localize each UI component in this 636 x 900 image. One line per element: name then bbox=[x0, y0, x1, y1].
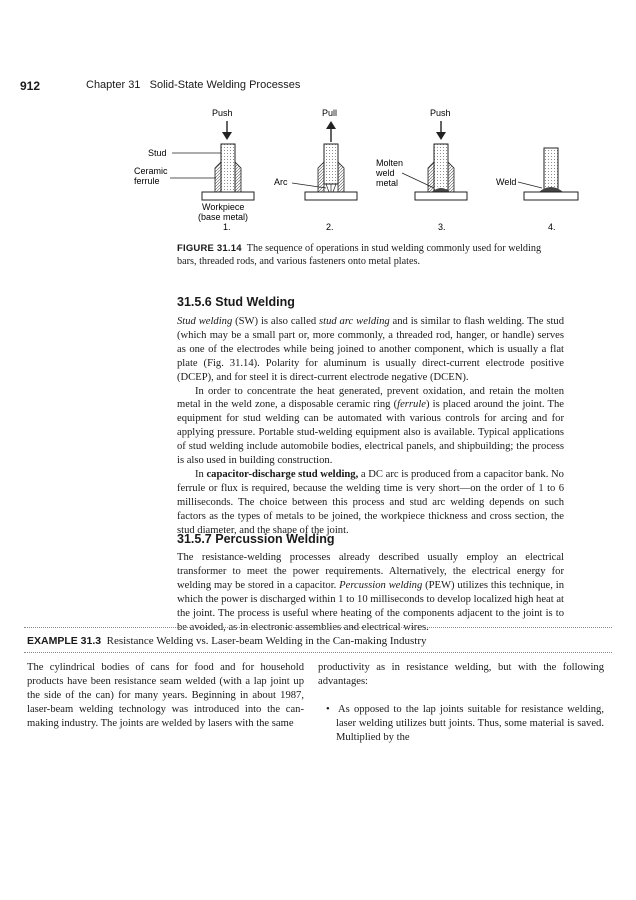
label-pull: Pull bbox=[322, 108, 338, 118]
label-weld: weld bbox=[376, 168, 395, 178]
term: capacitor-discharge stud welding, bbox=[206, 468, 359, 480]
chapter-title: Solid-State Welding Processes bbox=[149, 79, 301, 91]
step-2-label: 2. bbox=[326, 222, 334, 230]
bullet-item bbox=[318, 703, 604, 745]
text-run: and is similar to flash welding. The stud (which may be a small part or, more commonly, a threaded rod, hanger, or handle) serves as one of the electrodes while being joined to another component, which is usually a flat plate (Fig. 31.14). Polarity for aluminum is usually direct-current electrode positive (DCEP), and for steel it is direct-current electrode negative (DCEN). bbox=[177, 316, 565, 383]
label-push-3: Push bbox=[430, 108, 451, 118]
text-run: ) is placed around the joint. The equipment for stud welding can be automated with various controls for arcing and for applying pressure. Portable stud-welding equipment also is available. Typical applications of stud welding include automobile bodies, electrical panels, and shipbuilding; the process is also used in building construction. bbox=[177, 399, 564, 467]
section-stud-welding-body bbox=[177, 315, 564, 538]
term: Stud welding bbox=[177, 316, 233, 327]
text-run: (PEW) utilizes this technique, in which the power is discharged within 1 to 10 milliseconds to develop localized high heat at the joint. The process is useful where heating of the components adjacent to the joint is to be avoided, as in electronic assemblies and electrical wires. bbox=[177, 579, 564, 633]
label-push-1: Push bbox=[212, 108, 233, 118]
up-arrow-icon bbox=[326, 121, 336, 142]
example-title: Resistance Welding vs. Laser-beam Welding in the Can-making Industry bbox=[106, 635, 427, 647]
example-heading-rule bbox=[24, 652, 612, 653]
term: stud arc welding bbox=[319, 316, 390, 327]
text-run: (SW) is also called bbox=[232, 316, 319, 327]
text-run: a DC arc is produced from a capacitor bank. No ferrule or flux is required, because the welding time is very short—on the order of 1 to 6 milliseconds. The choice between this process and stud arc welding depends on such factors as the types of metals to be joined, the workpiece thickness and cross section, the stud diameter, and the shape of the joint. bbox=[177, 468, 564, 536]
arc-lines bbox=[326, 184, 336, 192]
step-3-label: 3. bbox=[438, 222, 446, 230]
stud bbox=[221, 144, 235, 192]
chapter-heading bbox=[86, 79, 300, 91]
stud bbox=[434, 144, 448, 190]
figure-caption bbox=[177, 242, 563, 268]
bullet-text: As opposed to the lap joints suitable for resistance welding, laser welding utilizes butt joints. Thus, some material is saved. Multiplied by the bbox=[336, 703, 605, 743]
label-metal: metal bbox=[376, 178, 399, 188]
paragraph bbox=[177, 551, 564, 634]
label-base-metal: (base metal) bbox=[198, 212, 249, 222]
bullet-marker: • bbox=[326, 703, 330, 715]
term: Percussion welding bbox=[339, 579, 423, 591]
paragraph bbox=[177, 385, 564, 468]
example-heading bbox=[27, 635, 607, 647]
caption-text: The sequence of operations in stud welding commonly used for welding bars, threaded rods, and various fasteners onto metal plates. bbox=[177, 243, 542, 267]
text-run: In order to concentrate the heat generated, prevent oxidation, and retain the molten metal in the weld zone, a disposable ceramic ring ( bbox=[177, 385, 564, 411]
stage-2 bbox=[274, 108, 357, 230]
stud-welding-diagram bbox=[130, 104, 580, 230]
down-arrow-icon bbox=[222, 121, 232, 140]
label-molten: Molten bbox=[376, 158, 404, 168]
chapter-number: Chapter 31 bbox=[86, 79, 141, 91]
text-run: The resistance-welding processes already described usually employ an electrical transformer to meet the power requirements. Alternatively, the electrical energy for welding may be stored in a capacitor. bbox=[177, 552, 564, 591]
section-title-percussion-welding: 31.5.7 Percussion Welding bbox=[177, 532, 335, 546]
example-right-column bbox=[318, 661, 604, 745]
stud bbox=[324, 144, 338, 184]
page-number: 912 bbox=[20, 79, 41, 93]
section-title-stud-welding: 31.5.6 Stud Welding bbox=[177, 295, 295, 309]
example-left-column bbox=[27, 661, 304, 731]
stage-3 bbox=[375, 108, 467, 230]
workpiece bbox=[202, 192, 254, 200]
stud bbox=[544, 148, 558, 190]
page-header bbox=[20, 79, 616, 95]
stage-4 bbox=[496, 148, 578, 230]
workpiece bbox=[305, 192, 357, 200]
step-4-label: 4. bbox=[548, 222, 556, 230]
stage-1 bbox=[134, 108, 254, 230]
section-percussion-welding-body bbox=[177, 551, 564, 634]
paragraph: The cylindrical bodies of cans for food and for household products have been resistance seam welded (with a lap joint up the side of the can) for many years. Beginning in about 1987, laser-beam welding technology was introduced into the can-making industry. The joints are welded by lasers with the same bbox=[27, 662, 304, 729]
term: ferrule bbox=[397, 399, 426, 411]
workpiece bbox=[524, 192, 578, 200]
stud-welding-figure bbox=[130, 104, 580, 230]
label-weld-4: Weld bbox=[496, 177, 517, 187]
example-top-rule bbox=[24, 627, 612, 628]
paragraph bbox=[177, 315, 564, 385]
label-arc: Arc bbox=[274, 177, 288, 187]
label-stud: Stud bbox=[148, 148, 167, 158]
text-run: In bbox=[195, 468, 207, 480]
workpiece bbox=[415, 192, 467, 200]
paragraph bbox=[177, 468, 564, 538]
label-ceramic: Ceramic bbox=[134, 166, 168, 176]
example-label: EXAMPLE 31.3 bbox=[27, 635, 102, 647]
weld-fillet bbox=[539, 187, 563, 192]
step-1-label: 1. bbox=[223, 222, 231, 230]
down-arrow-icon bbox=[436, 121, 446, 140]
label-ferrule: ferrule bbox=[134, 176, 160, 186]
label-workpiece: Workpiece bbox=[202, 202, 245, 212]
caption-label: FIGURE 31.14 bbox=[177, 243, 242, 254]
paragraph: productivity as in resistance welding, but with the following advantages: bbox=[318, 662, 604, 687]
